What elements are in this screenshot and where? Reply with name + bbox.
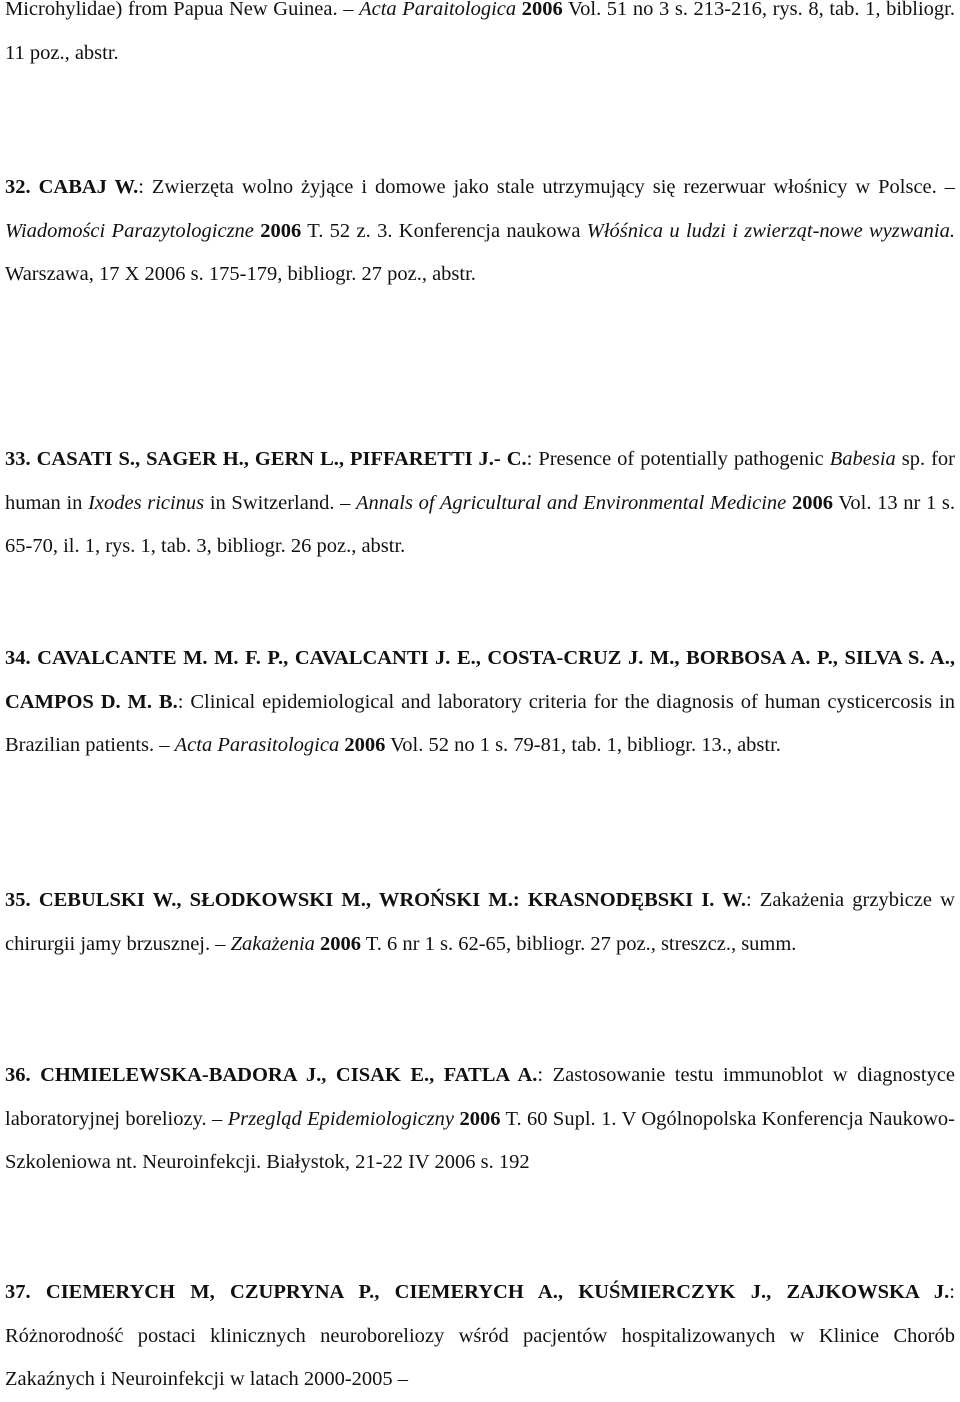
entry-text: : Zakażenia grzybicze w chirurgii jamy brzusznej. – (5, 889, 955, 955)
entry-text: : Clinical epidemiological and laboratory criteria for the diagnosis of human cysticercosis in Brazilian patients. – (5, 690, 956, 756)
entry-italic-text: Wiadomości Parazytologiczne (5, 219, 254, 242)
entry-bold-text: 35. CEBULSKI W., SŁODKOWSKI M., WROŃSKI M.: KRASNODĘBSKI I. W. (5, 889, 746, 911)
entry-text: Vol. 52 no 1 s. 79-81, tab. 1, bibliogr. 13., abstr. (385, 734, 781, 756)
bibliography-entry-35 (5, 879, 955, 966)
entry-bold-text: 2006 (459, 1107, 501, 1130)
entry-bold-text: 2006 (791, 491, 833, 514)
entry-text: : Zwierzęta wolno żyjące i domowe jako stale utrzymujący się rezerwuar włośnicy w Polsce. – (138, 176, 955, 198)
entry-bold-text: 36. CHMIELEWSKA-BADORA J., CISAK E., FATLA A. (5, 1064, 538, 1086)
entry-italic-text: Włóśnica u ludzi i zwierząt-nowe wyzwania. (586, 219, 955, 242)
entry-text: Vol. 51 no 3 s. 213-216, rys. 8, tab. 1, bibliogr. 11 poz., abstr. (5, 0, 955, 64)
entry-italic-text: Acta Parasitologica (174, 734, 340, 756)
bibliography-entry-37 (5, 1271, 955, 1402)
entry-text: in Switzerland. – (204, 491, 357, 514)
entry-italic-text: Annals of Agricultural and Environmental Medicine (356, 491, 787, 514)
entry-bold-text: 32. CABAJ W. (5, 176, 139, 198)
entry-bold-text: 37. CIEMERYCH M, CZUPRYNA P., CIEMERYCH A., KUŚMIERCZYK J., ZAJKOWSKA J. (5, 1281, 950, 1303)
entry-text: sp. for human in (5, 448, 955, 514)
bibliography-entry-32 (5, 166, 955, 297)
entry-italic-text: Przegląd Epidemiologiczny (227, 1107, 455, 1130)
bibliography-entry-34 (5, 637, 955, 768)
entry-text: T. 6 nr 1 s. 62-65, bibliogr. 27 poz., streszcz., summ. (361, 932, 797, 955)
entry-bold-text: 2006 (344, 734, 386, 756)
entry-text: : Presence of potentially pathogenic (526, 448, 830, 470)
entry-bold-text: 2006 (260, 219, 302, 242)
entry-bold-text: 33. CASATI S., SAGER H., GERN L., PIFFARETTI J.- C. (5, 448, 527, 470)
entry-italic-text: Zakażenia (230, 932, 315, 955)
entry-text: T. 52 z. 3. Konferencja naukowa (301, 219, 587, 242)
bibliography-entry-31-continued (5, 0, 955, 75)
entry-bold-text: 2006 (320, 932, 362, 955)
entry-italic-text: Acta Paraitologica (359, 0, 517, 20)
entry-text: T. 60 Supl. 1. V Ogólnopolska Konferencja Naukowo-Szkoleniowa nt. Neuroinfekcji. Białystok, 21-22 IV 2006 s. 192 (5, 1107, 956, 1173)
entry-bold-text: 2006 (521, 0, 563, 20)
entry-text: Warszawa, 17 X 2006 s. 175-179, bibliogr. 27 poz., abstr. (5, 263, 476, 285)
bibliography-entry-33 (5, 438, 955, 569)
entry-italic-text: Ixodes ricinus (88, 491, 205, 514)
bibliography-entry-36 (5, 1054, 955, 1185)
entry-text: Vol. 13 nr 1 s. 65-70, il. 1, rys. 1, tab. 3, bibliogr. 26 poz., abstr. (5, 491, 955, 557)
entry-italic-text: Babesia (829, 448, 896, 470)
entry-text: : Zastosowanie testu immunoblot w diagnostyce laboratoryjnej boreliozy. – (5, 1064, 955, 1130)
entry-text: Microhylidae) from Papua New Guinea. – (5, 0, 360, 20)
entry-bold-text: 34. CAVALCANTE M. M. F. P., CAVALCANTI J. E., COSTA-CRUZ J. M., BORBOSA A. P., SILVA S. A., CAMPOS D. M. B. (5, 647, 955, 713)
entry-text: : Różnorodność postaci klinicznych neuroboreliozy wśród pacjentów hospitalizowanych w Klinice Chorób Zakaźnych i Neuroinfekcji w latach 2000-2005 – (5, 1281, 955, 1390)
